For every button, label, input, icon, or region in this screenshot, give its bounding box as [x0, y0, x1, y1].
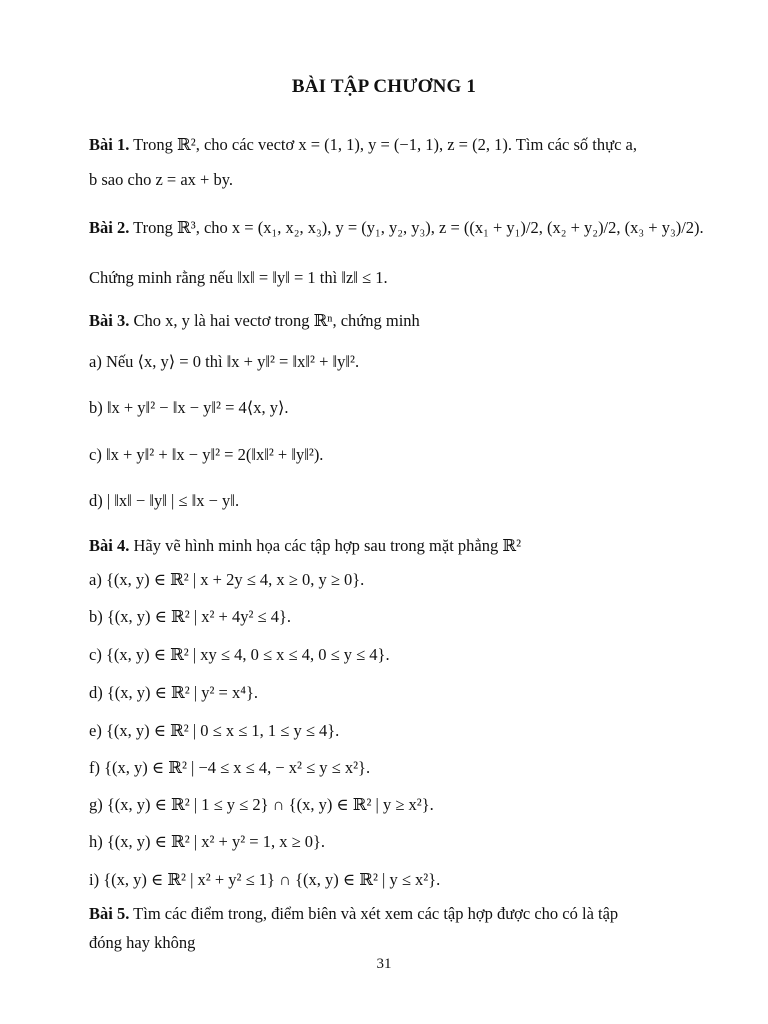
exercise-text: Hãy vẽ hình minh họa các tập hợp sau trong mặt phẳng ℝ² — [133, 536, 522, 555]
exercise-label: Bài 1. — [89, 135, 130, 154]
exercise-text: a) {(x, y) ∈ ℝ² | x + 2y ≤ 4, x ≥ 0, y ≥ 0}. — [89, 570, 365, 589]
exercise-text: d) {(x, y) ∈ ℝ² | y² = x⁴}. — [89, 683, 259, 702]
exercise-text: Trong ℝ², cho các vectơ x = (1, 1), y = (−1, 1), z = (2, 1). Tìm các số thực a, — [133, 135, 637, 154]
exercise-5-line-2 — [89, 933, 195, 953]
exercise-4-part-f — [89, 758, 370, 778]
exercise-4-part-e — [89, 721, 339, 741]
exercise-3-part-d — [89, 491, 239, 511]
exercise-4-part-d — [89, 683, 258, 703]
exercise-5-line-1 — [89, 904, 618, 924]
page-number: 31 — [376, 956, 392, 972]
exercise-4-part-i — [89, 870, 440, 890]
exercise-text: f) {(x, y) ∈ ℝ² | −4 ≤ x ≤ 4, − x² ≤ y ≤ x²}. — [89, 758, 371, 777]
exercise-text: Cho x, y là hai vectơ trong ℝⁿ, chứng minh — [133, 311, 420, 330]
exercise-4-part-b — [89, 607, 291, 627]
exercise-1-line-2 — [89, 170, 233, 190]
exercise-3-part-a — [89, 352, 359, 372]
exercise-3-part-b — [89, 398, 289, 418]
exercise-text: g) {(x, y) ∈ ℝ² | 1 ≤ y ≤ 2} ∩ {(x, y) ∈ ℝ² | y ≥ x²}. — [89, 795, 434, 814]
exercise-label: Bài 2. — [89, 218, 130, 237]
exercise-label: Bài 4. — [89, 536, 130, 555]
exercise-1-line-1 — [89, 135, 637, 155]
exercise-text: đóng hay không — [89, 933, 196, 952]
exercise-3-part-c — [89, 445, 323, 465]
exercise-label: Bài 3. — [89, 311, 130, 330]
exercise-text: c) ‖x + y‖² + ‖x − y‖² = 2(‖x‖² + ‖y‖²). — [89, 445, 324, 464]
exercise-text: e) {(x, y) ∈ ℝ² | 0 ≤ x ≤ 1, 1 ≤ y ≤ 4}. — [89, 721, 340, 740]
exercise-text: b) ‖x + y‖² − ‖x − y‖² = 4⟨x, y⟩. — [89, 398, 289, 417]
page-title: BÀI TẬP CHƯƠNG 1 — [291, 76, 477, 97]
exercise-label: Bài 5. — [89, 904, 130, 923]
exercise-text: a) Nếu ⟨x, y⟩ = 0 thì ‖x + y‖² = ‖x‖² + ‖y‖². — [89, 352, 360, 371]
exercise-2-line-1 — [89, 218, 704, 238]
exercise-text: c) {(x, y) ∈ ℝ² | xy ≤ 4, 0 ≤ x ≤ 4, 0 ≤ y ≤ 4}. — [89, 645, 390, 664]
exercise-text: b sao cho z = ax + by. — [89, 170, 234, 189]
exercise-text: Chứng minh rằng nếu ‖x‖ = ‖y‖ = 1 thì ‖z‖ ≤ 1. — [89, 268, 388, 287]
exercise-text: d) | ‖x‖ − ‖y‖ | ≤ ‖x − y‖. — [89, 491, 240, 510]
exercise-text: Trong ℝ³, cho x = (x₁, x₂, x₃), y = (y₁, y₂, y₃), z = ((x₁ + y₁)/2, (x₂ + y₂)/2, (x₃ + y₃)/2). — [133, 218, 704, 237]
exercise-2-line-2 — [89, 268, 388, 288]
exercise-3-line-1 — [89, 311, 420, 331]
exercise-4-part-g — [89, 795, 434, 815]
exercise-text: i) {(x, y) ∈ ℝ² | x² + y² ≤ 1} ∩ {(x, y) ∈ ℝ² | y ≤ x²}. — [89, 870, 441, 889]
exercise-4-part-a — [89, 570, 364, 590]
exercise-text: h) {(x, y) ∈ ℝ² | x² + y² = 1, x ≥ 0}. — [89, 832, 326, 851]
exercise-4-part-c — [89, 645, 390, 665]
exercise-4-part-h — [89, 832, 325, 852]
exercise-text: Tìm các điểm trong, điểm biên và xét xem các tập hợp được cho có là tập — [133, 904, 619, 923]
exercise-4-line-1 — [89, 536, 521, 556]
exercise-text: b) {(x, y) ∈ ℝ² | x² + 4y² ≤ 4}. — [89, 607, 292, 626]
